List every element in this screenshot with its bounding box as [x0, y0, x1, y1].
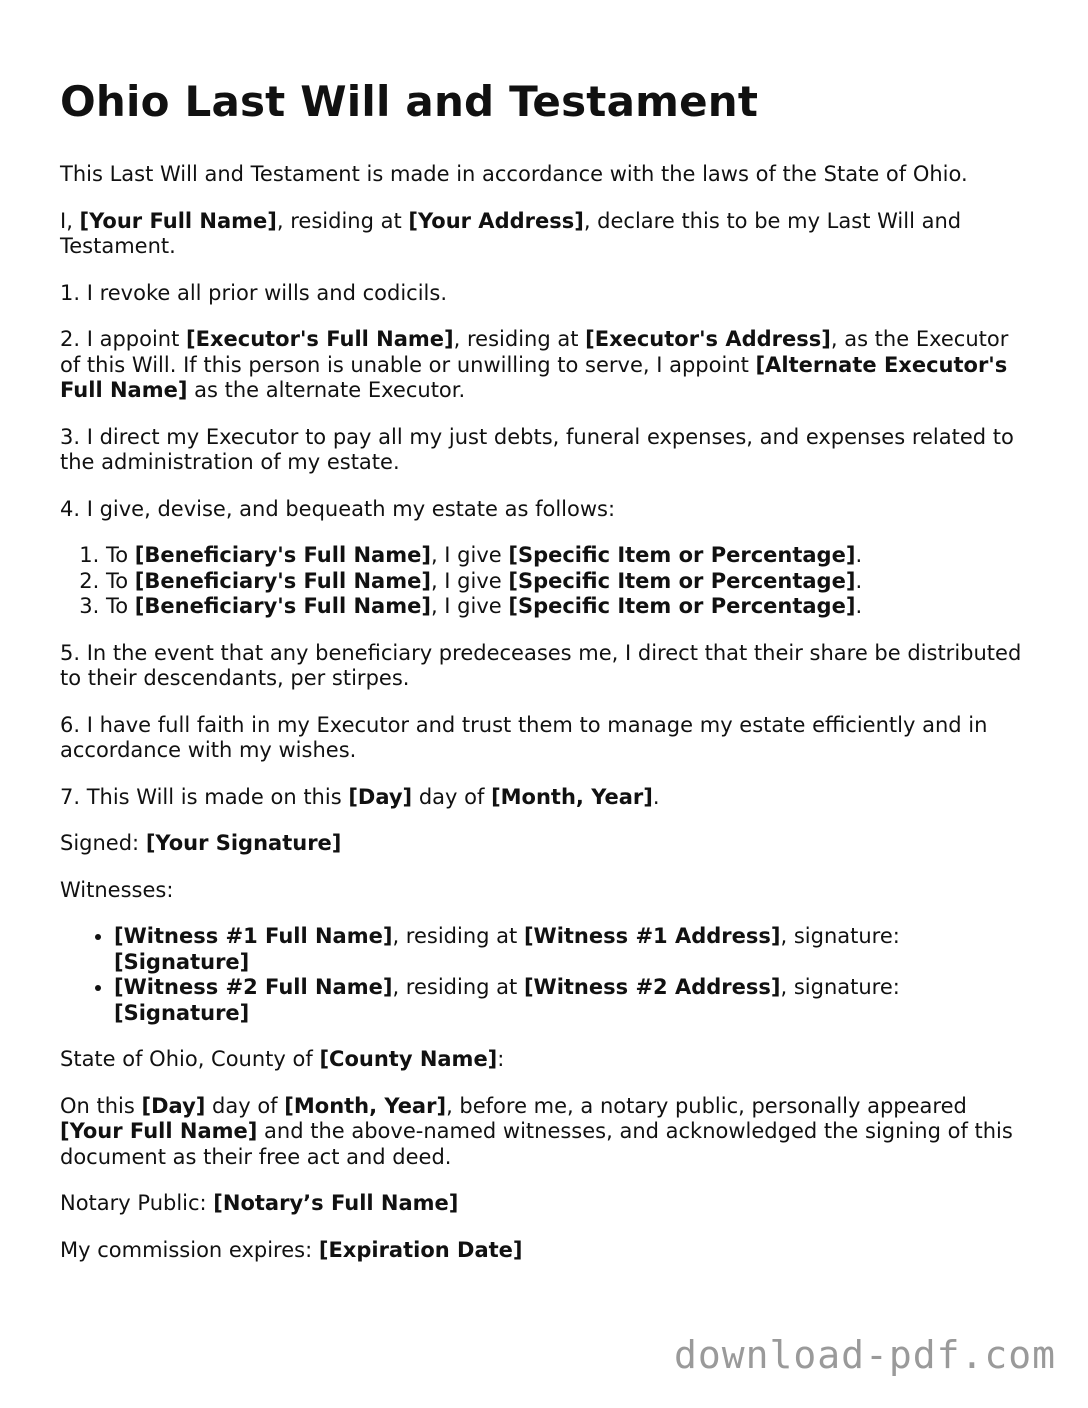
- witness-signature-placeholder: [Signature]: [114, 1000, 250, 1025]
- beneficiary-placeholder: [Beneficiary's Full Name]: [134, 543, 431, 567]
- bequest-item-placeholder: [Specific Item or Percentage]: [508, 594, 856, 618]
- witness-list: [60, 924, 1035, 1026]
- witness-address-placeholder: [Witness #1 Address]: [523, 924, 781, 948]
- signed-line: Signed: [Your Signature]: [60, 831, 342, 855]
- clause-faith: 6. I have full faith in my Executor and trust them to manage my estate efficiently and in accordance with my wishes.: [60, 712, 988, 762]
- alternate-executor-placeholder: [Alternate Executor's Full Name]: [60, 352, 1008, 402]
- day-placeholder: [Day]: [141, 1093, 206, 1118]
- list-item: • [Witness #1 Full Name], residing at [Witness #1 Address], signature: [Signature]: [114, 924, 1035, 975]
- beneficiary-placeholder: [Beneficiary's Full Name]: [134, 594, 431, 618]
- executor-name-placeholder: [Executor's Full Name]: [186, 327, 454, 351]
- witnesses-label: Witnesses:: [60, 877, 174, 902]
- bequest-item-placeholder: [Specific Item or Percentage]: [508, 543, 856, 567]
- list-item: 3. To [Beneficiary's Full Name], I give [Specific Item or Percentage].: [106, 594, 1035, 620]
- beneficiary-placeholder: [Beneficiary's Full Name]: [134, 568, 431, 593]
- bequest-list: [60, 543, 1035, 620]
- document-title: Ohio Last Will and Testament: [60, 77, 759, 126]
- clause-bequest-intro: 4. I give, devise, and bequeath my estate as follows:: [60, 496, 616, 521]
- clause-debts: 3. I direct my Executor to pay all my just debts, funeral expenses, and expenses related to the administration of my estate.: [60, 424, 1014, 474]
- clause-revocation: 1. I revoke all prior wills and codicils.: [60, 280, 447, 305]
- testator-name-placeholder: [Your Full Name]: [79, 208, 277, 233]
- notary-line: Notary Public: [Notary’s Full Name]: [60, 1191, 459, 1215]
- bequest-item-placeholder: [Specific Item or Percentage]: [508, 568, 856, 593]
- declaration-paragraph: I, [Your Full Name], residing at [Your Address], declare this to be my Last Will and Testament.: [60, 208, 962, 258]
- list-item: 1. To [Beneficiary's Full Name], I give [Specific Item or Percentage].: [106, 543, 1035, 569]
- executor-address-placeholder: [Executor's Address]: [585, 327, 831, 351]
- day-placeholder: [Day]: [348, 784, 413, 809]
- witness-name-placeholder: [Witness #2 Full Name]: [114, 975, 393, 999]
- witness-address-placeholder: [Witness #2 Address]: [523, 975, 781, 999]
- month-year-placeholder: [Month, Year]: [284, 1093, 447, 1118]
- testator-address-placeholder: [Your Address]: [408, 208, 584, 233]
- clause-executor: 2. I appoint [Executor's Full Name], residing at [Executor's Address], as the Executor of this Will. If this person is unable or unwilling to serve, I appoint [Alternate Executor's Full Name] as the alternate Executor.: [60, 327, 1009, 402]
- list-item: • [Witness #2 Full Name], residing at [Witness #2 Address], signature: [Signature]: [114, 975, 1035, 1026]
- signature-placeholder: [Your Signature]: [145, 831, 342, 855]
- testator-name-placeholder: [Your Full Name]: [60, 1119, 258, 1143]
- intro-paragraph: This Last Will and Testament is made in accordance with the laws of the State of Ohio.: [60, 162, 968, 186]
- witness-name-placeholder: [Witness #1 Full Name]: [114, 924, 393, 948]
- commission-line: My commission expires: [Expiration Date]: [60, 1237, 523, 1262]
- list-item: 2. To [Beneficiary's Full Name], I give [Specific Item or Percentage].: [106, 569, 1035, 595]
- expiration-date-placeholder: [Expiration Date]: [318, 1237, 523, 1262]
- month-year-placeholder: [Month, Year]: [491, 784, 653, 809]
- county-line: State of Ohio, County of [County Name]:: [60, 1047, 505, 1071]
- county-placeholder: [County Name]: [319, 1047, 498, 1071]
- witness-signature-placeholder: [Signature]: [114, 949, 250, 974]
- clause-date: 7. This Will is made on this [Day] day of [Month, Year].: [60, 784, 660, 809]
- document-page: [60, 72, 1035, 1284]
- notary-statement: On this [Day] day of [Month, Year], before me, a notary public, personally appeared [Your Full Name] and the above-named witnesses, and acknowledged the signing of this document as their free act and deed.: [60, 1093, 1013, 1169]
- clause-predecease: 5. In the event that any beneficiary predeceases me, I direct that their share be distributed to their descendants, per stirpes.: [60, 640, 1022, 690]
- watermark: download-pdf.com: [673, 1333, 1056, 1377]
- notary-name-placeholder: [Notary’s Full Name]: [213, 1191, 459, 1215]
